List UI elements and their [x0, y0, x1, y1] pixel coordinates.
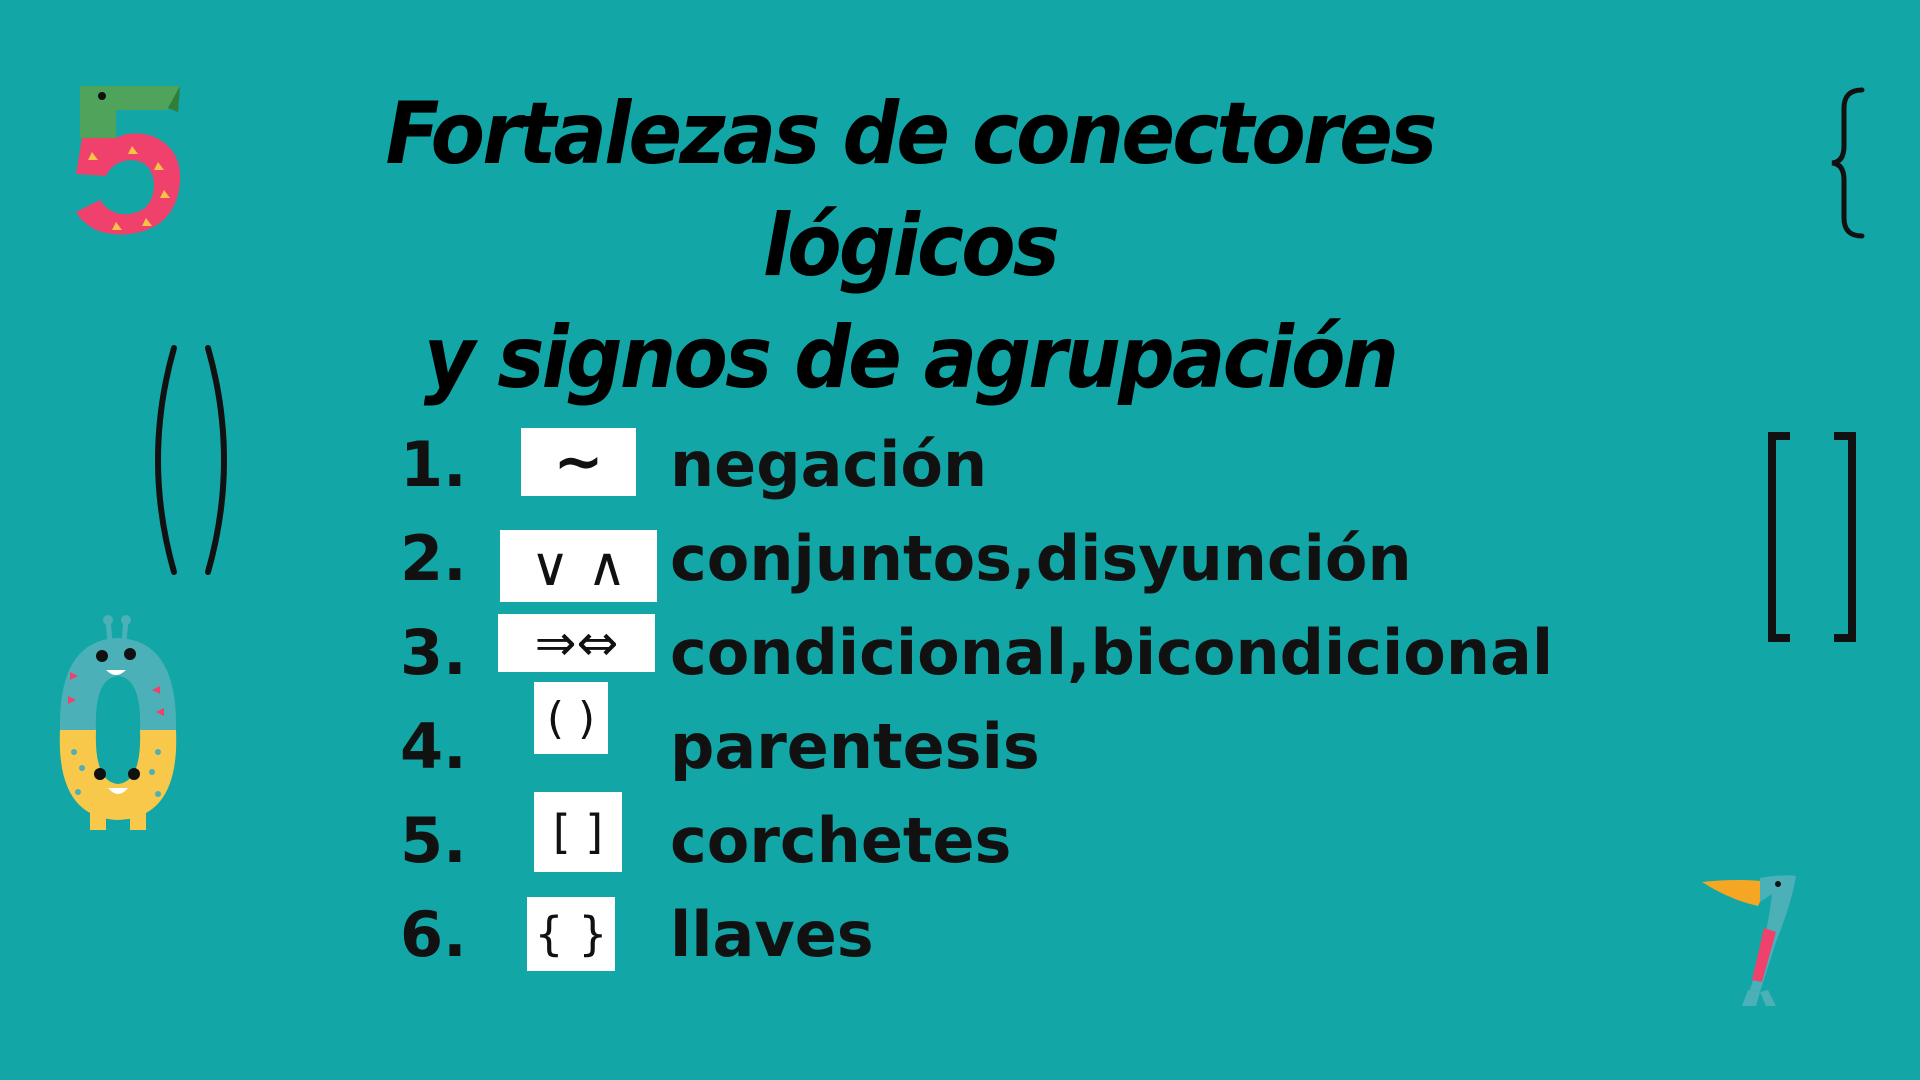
brackets-symbol: [ ]	[552, 805, 604, 859]
negation-symbol-box	[521, 428, 636, 496]
list-item-5	[0, 794, 1920, 888]
item-label: negación	[670, 428, 988, 501]
page-title	[349, 78, 1471, 414]
item-label: conjuntos,disyunción	[670, 522, 1412, 595]
item-number: 5.	[400, 804, 467, 877]
braces-symbol-box	[527, 897, 615, 971]
conditional-symbol-box	[498, 614, 655, 672]
brackets-symbol-box	[534, 792, 622, 872]
list-item-2	[0, 512, 1920, 606]
disjunction-conjunction-symbol: ∨ ∧	[530, 534, 627, 598]
item-number: 6.	[400, 898, 467, 971]
title-line-2: y signos de agrupación	[423, 308, 1397, 408]
item-label: llaves	[670, 898, 874, 971]
item-label: condicional,bicondicional	[670, 616, 1554, 689]
number-five-icon	[72, 82, 188, 242]
conditional-symbol: ⇒⇔	[534, 614, 619, 672]
item-label: parentesis	[670, 710, 1040, 783]
parentheses-symbol-box	[534, 682, 608, 754]
disjunction-conjunction-symbol-box	[500, 530, 657, 602]
item-number: 2.	[400, 522, 467, 595]
list-item-6	[0, 888, 1920, 982]
list-item-1	[0, 418, 1920, 512]
list-item-3	[0, 606, 1920, 700]
brace-icon	[1828, 86, 1868, 240]
braces-symbol: { }	[534, 907, 608, 961]
title-line-1: Fortalezas de conectores lógicos	[385, 84, 1435, 296]
item-number: 3.	[400, 616, 467, 689]
item-label: corchetes	[670, 804, 1012, 877]
item-number: 4.	[400, 710, 467, 783]
negation-symbol: ~	[553, 427, 604, 497]
list-item-4	[0, 692, 1920, 794]
parentheses-symbol: ( )	[546, 692, 596, 744]
item-number: 1.	[400, 428, 467, 501]
